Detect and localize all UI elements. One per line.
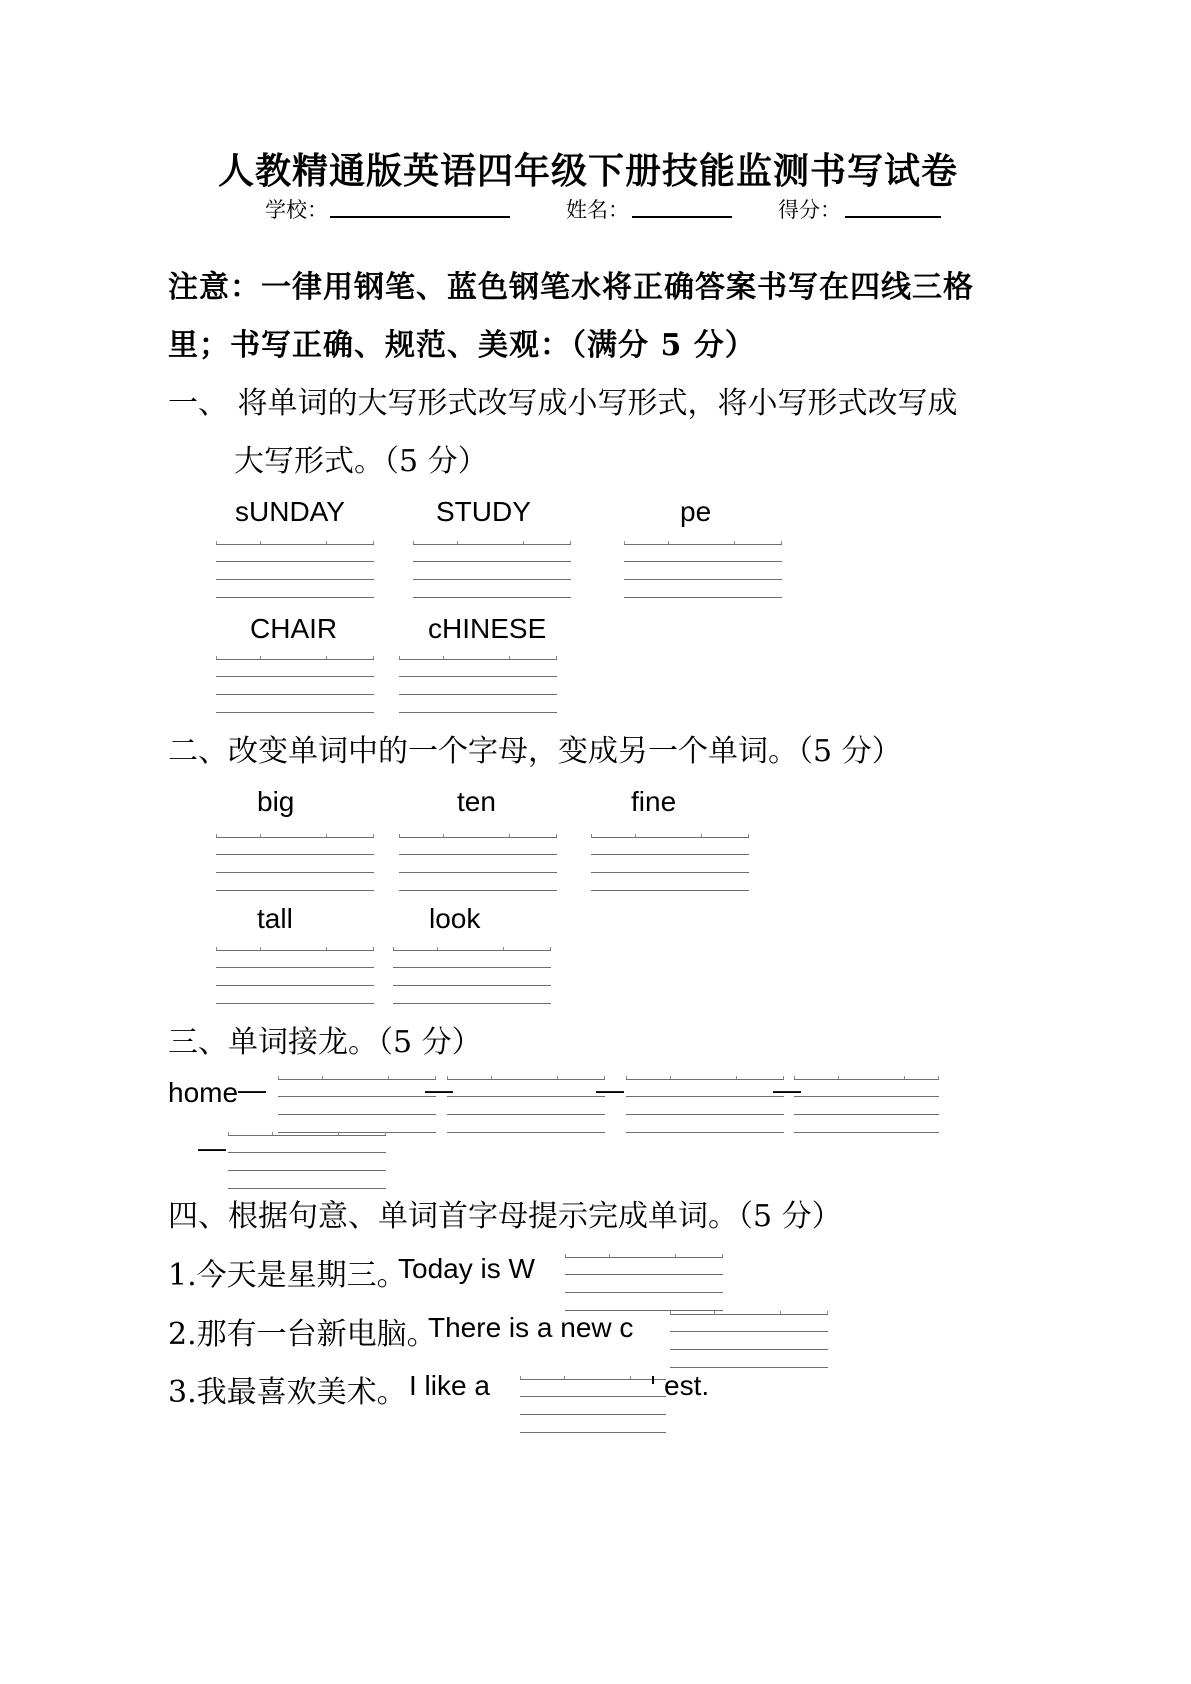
writing-lines[interactable] bbox=[228, 1132, 386, 1189]
word-chair: CHAIR bbox=[250, 613, 338, 644]
word-study: STUDY bbox=[436, 496, 531, 527]
writing-lines[interactable] bbox=[670, 1311, 828, 1368]
notice-line-1: 注意：一律用钢笔、蓝色钢笔水将正确答案书写在四线三格 bbox=[168, 270, 974, 305]
section1-heading-cont: 大写形式。（5 分） bbox=[234, 444, 488, 479]
section1-heading: 一、 将单词的大写形式改写成小写形式，将小写形式改写成 bbox=[168, 386, 958, 421]
score-label: 得分： bbox=[778, 198, 841, 222]
chain-dash: — bbox=[425, 1074, 453, 1105]
name-label: 姓名： bbox=[566, 198, 629, 222]
writing-lines[interactable] bbox=[413, 541, 571, 598]
section3-heading: 三、单词接龙。（5 分） bbox=[168, 1025, 482, 1060]
writing-lines[interactable] bbox=[591, 834, 749, 891]
writing-lines[interactable] bbox=[216, 656, 374, 713]
item3-suffix: est. bbox=[664, 1370, 710, 1401]
score-field[interactable] bbox=[845, 216, 941, 218]
writing-lines[interactable] bbox=[520, 1376, 666, 1433]
school-label: 学校： bbox=[265, 198, 328, 222]
writing-lines[interactable] bbox=[278, 1076, 436, 1133]
word-ten: ten bbox=[457, 786, 496, 817]
section2-heading: 二、改变单词中的一个字母，变成另一个单词。（5 分） bbox=[168, 734, 902, 769]
item3-en: I like a bbox=[409, 1370, 490, 1401]
writing-lines[interactable] bbox=[216, 541, 374, 598]
writing-lines[interactable] bbox=[216, 834, 374, 891]
word-pe: pe bbox=[680, 496, 712, 527]
writing-lines[interactable] bbox=[393, 947, 551, 1004]
word-sunday: sUNDAY bbox=[235, 496, 345, 527]
writing-lines[interactable] bbox=[565, 1254, 723, 1311]
chain-start-word: home bbox=[168, 1077, 239, 1108]
writing-lines[interactable] bbox=[399, 834, 557, 891]
writing-lines[interactable] bbox=[399, 656, 557, 713]
item2-number-cn: 2.那有一台新电脑。 bbox=[168, 1317, 437, 1352]
chain-dash: — bbox=[773, 1074, 801, 1105]
writing-lines[interactable] bbox=[216, 947, 374, 1004]
item2-en: There is a new c bbox=[428, 1312, 634, 1343]
word-big: big bbox=[257, 786, 295, 817]
school-field[interactable] bbox=[330, 216, 510, 218]
chain-dash: — bbox=[198, 1132, 226, 1163]
writing-lines[interactable] bbox=[626, 1076, 784, 1133]
writing-lines[interactable] bbox=[624, 541, 782, 598]
name-field[interactable] bbox=[632, 216, 732, 218]
writing-lines[interactable] bbox=[794, 1076, 939, 1133]
chain-dash: — bbox=[238, 1074, 266, 1105]
word-look: look bbox=[429, 903, 481, 934]
item1-number-cn: 1.今天是星期三。 bbox=[168, 1258, 407, 1293]
chain-dash: — bbox=[596, 1074, 624, 1105]
section4-heading: 四、根据句意、单词首字母提示完成单词。（5 分） bbox=[168, 1199, 842, 1234]
item1-en: Today is W bbox=[398, 1253, 535, 1284]
notice-line-2: 里；书写正确、规范、美观：（满分 5 分） bbox=[168, 328, 756, 363]
item3-number-cn: 3.我最喜欢美术。 bbox=[168, 1375, 407, 1410]
word-tall: tall bbox=[257, 903, 293, 934]
word-chinese: cHINESE bbox=[428, 613, 547, 644]
word-fine: fine bbox=[631, 786, 677, 817]
writing-lines[interactable] bbox=[447, 1076, 605, 1133]
page-title: 人教精通版英语四年级下册技能监测书写试卷 bbox=[218, 150, 959, 192]
